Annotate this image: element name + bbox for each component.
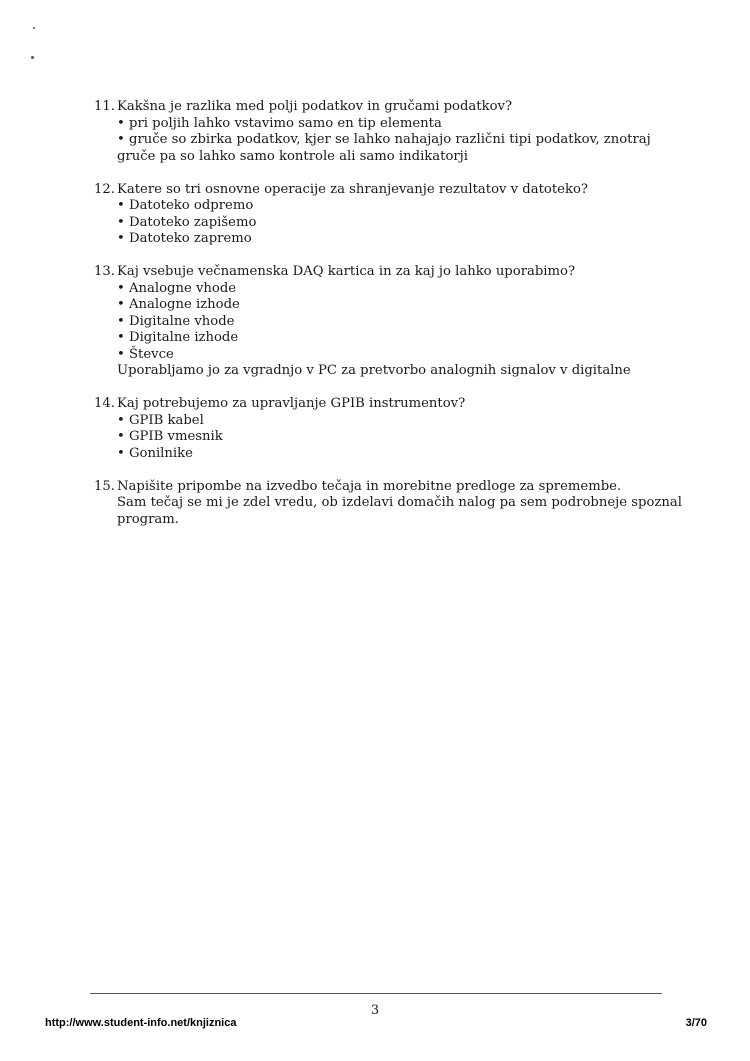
page-number: 3: [370, 1003, 380, 1018]
scan-speck: [31, 56, 34, 59]
question-12: [94, 182, 694, 248]
answer-text: Sam tečaj se mi je zdel vredu, ob izdelavi domačih nalog pa sem podrobneje spoznal program.: [117, 495, 682, 527]
answer-list: [117, 116, 694, 149]
question-text: Kaj potrebujemo za upravljanje GPIB instrumentov?: [117, 396, 466, 411]
answer-note: Uporabljamo jo za vgradnjo v PC za pretvorbo analognih signalov v digitalne: [117, 363, 631, 378]
question-11: [94, 99, 694, 165]
list-item: • pri poljih lahko vstavimo samo en tip elementa: [117, 116, 694, 133]
list-item: • gruče so zbirka podatkov, kjer se lahko nahajajo različni tipi podatkov, znotraj: [117, 132, 694, 149]
question-number: 15.: [94, 478, 115, 494]
list-item: • GPIB kabel: [117, 413, 694, 430]
list-item: • GPIB vmesnik: [117, 429, 694, 446]
question-text: Kaj vsebuje večnamenska DAQ kartica in za kaj jo lahko uporabimo?: [117, 264, 576, 279]
list-item: • Datoteko zapišemo: [117, 215, 694, 232]
answer-list: [117, 198, 694, 248]
question-text: Katere so tri osnovne operacije za shranjevanje rezultatov v datoteko?: [117, 181, 588, 197]
question-text: Kakšna je razlika med polji podatkov in gručami podatkov?: [117, 99, 513, 114]
question-list: [94, 99, 694, 528]
footer-divider: [90, 993, 662, 994]
list-item: • Analogne vhode: [117, 281, 694, 298]
question-14: [94, 396, 694, 462]
list-item: • Digitalne izhode: [117, 330, 694, 347]
answer-list: [117, 281, 694, 364]
answer-list: [117, 413, 694, 463]
question-number: 11.: [94, 99, 115, 114]
list-item: • Gonilnike: [117, 446, 694, 463]
question-number: 12.: [94, 181, 115, 197]
question-text: Napišite pripombe na izvedbo tečaja in morebitne predloge za spremembe.: [117, 478, 622, 494]
list-item: • Analogne izhode: [117, 297, 694, 314]
footer-url: http://www.student-info.net/knjiznica: [45, 1017, 237, 1029]
question-15: [94, 479, 694, 529]
question-number: 14.: [94, 396, 115, 411]
list-item: • Digitalne vhode: [117, 314, 694, 331]
question-13: [94, 264, 694, 380]
list-item: • Datoteko odpremo: [117, 198, 694, 215]
scan-speck: [33, 27, 35, 29]
list-item: • Datoteko zapremo: [117, 231, 694, 248]
list-item: • Števce: [117, 347, 694, 364]
question-number: 13.: [94, 264, 115, 279]
answer-continuation: gruče pa so lahko samo kontrole ali samo indikatorji: [117, 148, 468, 164]
footer-page-count: 3/70: [685, 1017, 707, 1029]
